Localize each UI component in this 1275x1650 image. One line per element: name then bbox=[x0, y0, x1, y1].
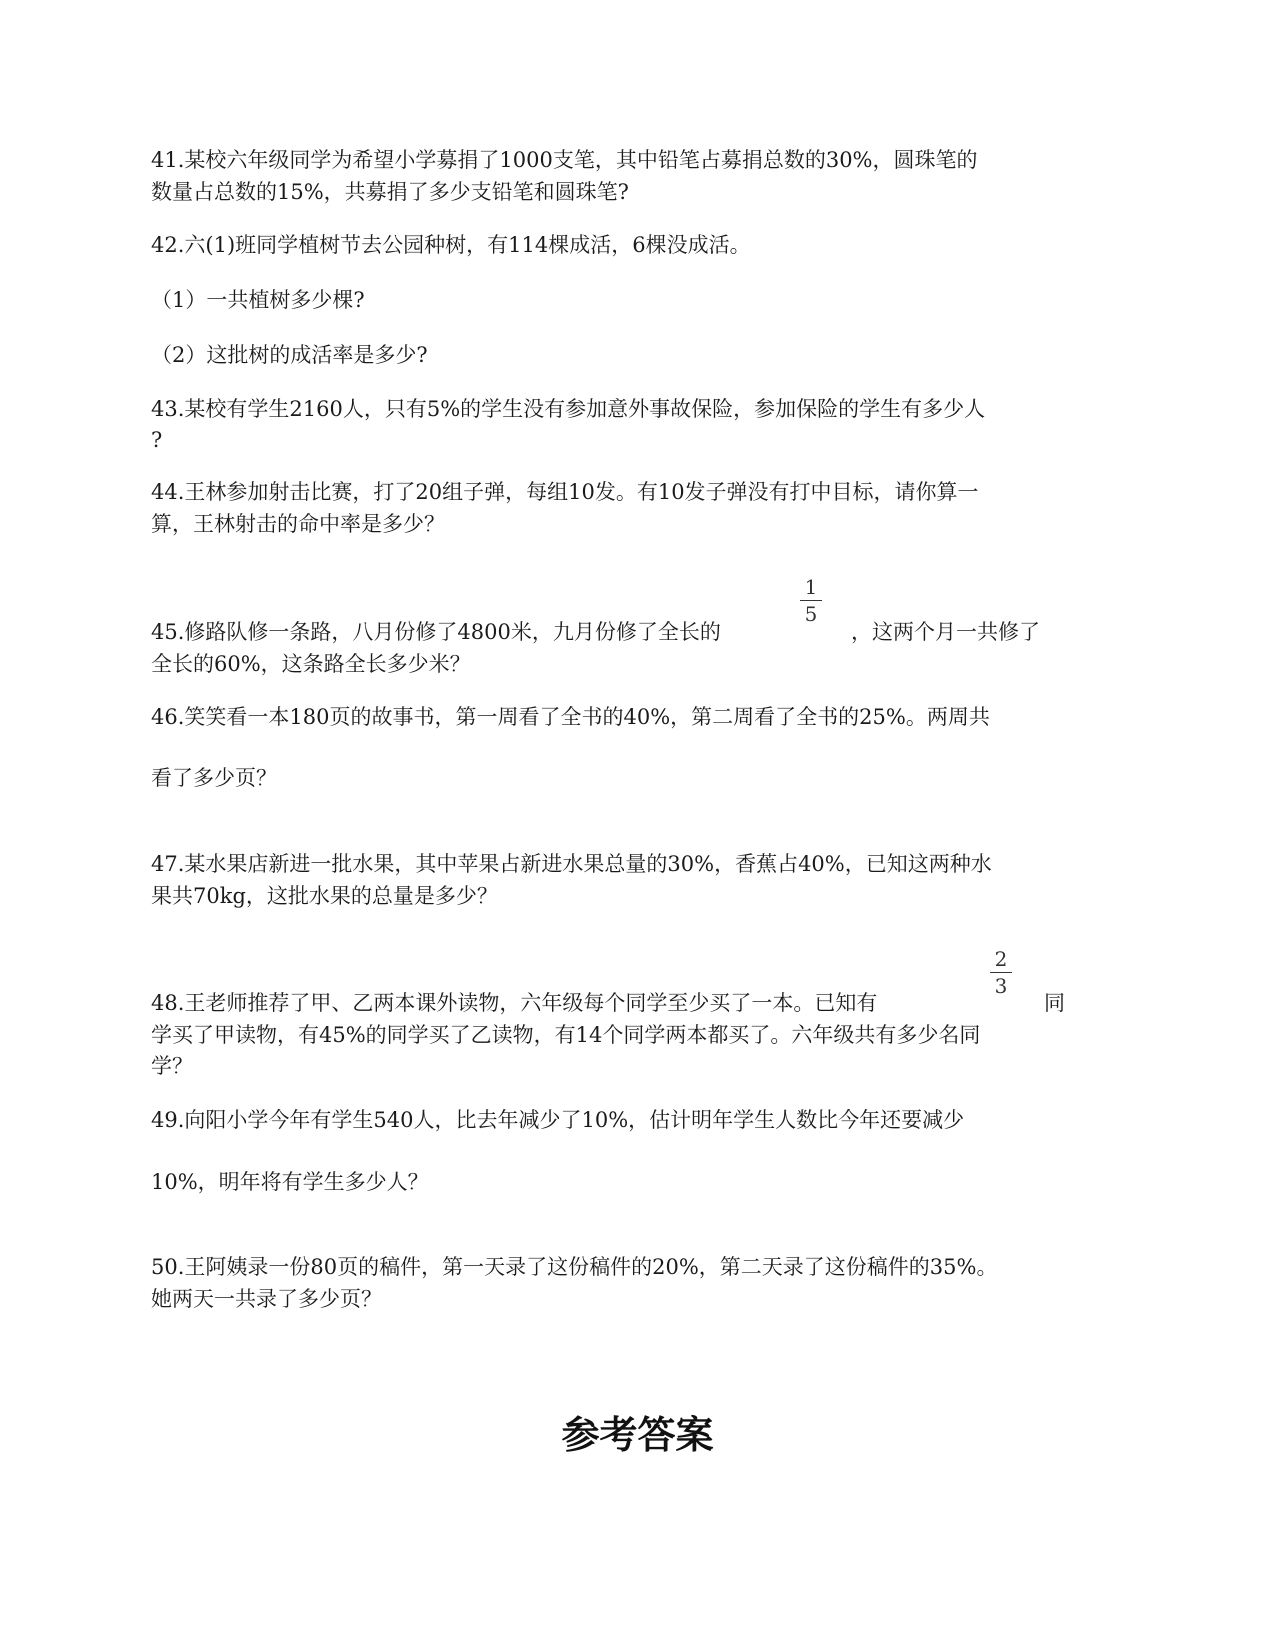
problem-48-line-1b: 同 bbox=[1044, 991, 1065, 1015]
problem-48-line-1a: 48.王老师推荐了甲、乙两本课外读物，六年级每个同学至少买了一本。已知有 bbox=[151, 991, 878, 1015]
fraction-numerator: 2 bbox=[994, 947, 1008, 971]
problem-49-line-1: 49.向阳小学今年有学生540人，比去年减少了10%，估计明年学生人数比今年还要减少 bbox=[151, 1108, 965, 1132]
problem-44-line-1: 44.王林参加射击比赛，打了20组子弹，每组10发。有10发子弹没有打中目标，请你算一 bbox=[151, 480, 979, 504]
fraction-two-thirds bbox=[986, 948, 1016, 997]
problem-42-subquestion-2: （2）这批树的成活率是多少? bbox=[151, 343, 428, 367]
problem-47-line-2: 果共70kg，这批水果的总量是多少？ bbox=[151, 884, 498, 908]
fraction-one-fifth bbox=[796, 576, 826, 625]
problem-49-line-2: 10%，明年将有学生多少人？ bbox=[151, 1170, 429, 1194]
problem-41-line-1: 41.某校六年级同学为希望小学募捐了1000支笔，其中铅笔占募捐总数的30%，圆珠笔的 bbox=[151, 148, 978, 172]
fraction-denominator: 3 bbox=[994, 974, 1008, 998]
fraction-bar bbox=[800, 600, 822, 601]
problem-42-subquestion-1: （1）一共植树多少棵? bbox=[151, 288, 365, 312]
fraction-denominator: 5 bbox=[804, 602, 818, 626]
problem-45-line-1b: ，这两个月一共修了 bbox=[851, 620, 1040, 644]
problem-43-line-1: 43.某校有学生2160人，只有5%的学生没有参加意外事故保险，参加保险的学生有多少人 bbox=[151, 397, 986, 421]
problem-46-line-1: 46.笑笑看一本180页的故事书，第一周看了全书的40%，第二周看了全书的25%。两周共 bbox=[151, 705, 990, 729]
problem-50-line-1: 50.王阿姨录一份80页的稿件，第一天录了这份稿件的20%，第二天录了这份稿件的35%。 bbox=[151, 1255, 998, 1279]
problem-45-line-2: 全长的60%，这条路全长多少米？ bbox=[151, 652, 471, 676]
problem-43-line-2: ? bbox=[151, 428, 163, 452]
fraction-numerator: 1 bbox=[804, 575, 818, 599]
problem-48-line-3: 学？ bbox=[151, 1054, 193, 1078]
problem-42-line-1: 42.六(1)班同学植树节去公园种树，有114棵成活，6棵没成活。 bbox=[151, 233, 751, 257]
problem-45-line-1a: 45.修路队修一条路，八月份修了4800米，九月份修了全长的 bbox=[151, 620, 721, 644]
problem-41-line-2: 数量占总数的15%，共募捐了多少支铅笔和圆珠笔? bbox=[151, 180, 629, 204]
problem-46-line-2: 看了多少页？ bbox=[151, 766, 277, 790]
answer-section-title: 参考答案 bbox=[561, 1413, 714, 1457]
problem-47-line-1: 47.某水果店新进一批水果，其中苹果占新进水果总量的30%，香蕉占40%，已知这两种水 bbox=[151, 852, 992, 876]
problem-48-line-2: 学买了甲读物，有45%的同学买了乙读物，有14个同学两本都买了。六年级共有多少名同 bbox=[151, 1023, 981, 1047]
fraction-bar bbox=[990, 972, 1012, 973]
problem-44-line-2: 算，王林射击的命中率是多少？ bbox=[151, 512, 445, 536]
problem-50-line-2: 她两天一共录了多少页？ bbox=[151, 1287, 382, 1311]
